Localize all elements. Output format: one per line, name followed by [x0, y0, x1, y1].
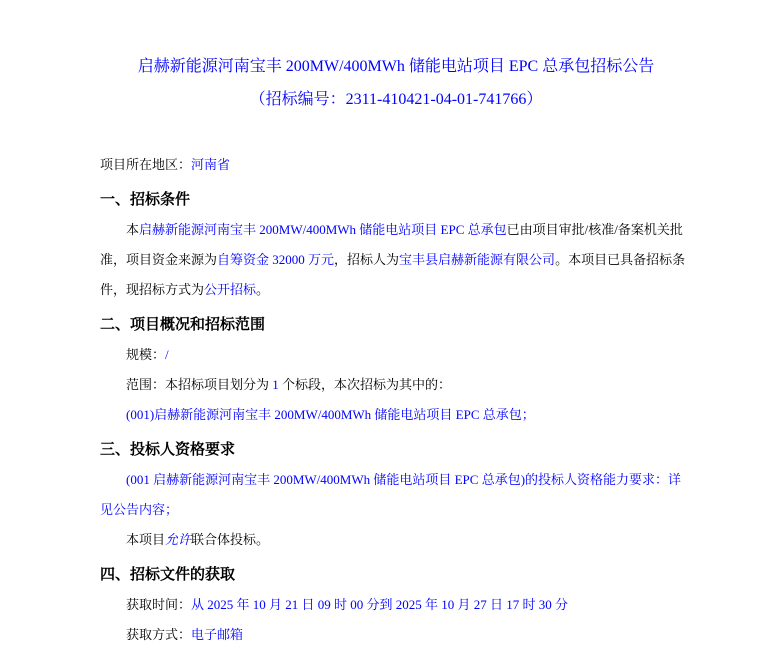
text-segment: (001)启赫新能源河南宝丰 200MW/400MWh 储能电站项目 EPC 总承包；: [126, 407, 535, 422]
text-segment: 宝丰县启赫新能源有限公司: [399, 252, 556, 267]
acquisition-time-line: [100, 590, 692, 620]
text-segment: 。: [256, 282, 270, 297]
consortium-bidding-line: [100, 525, 692, 555]
text-segment: 项目所在地区：: [100, 157, 192, 172]
text-segment: 允许: [165, 532, 192, 547]
text-segment: 1: [272, 377, 279, 392]
text-segment: 电子邮箱: [191, 627, 244, 642]
qualification-requirements-paragraph: [100, 465, 692, 525]
scope-line: [100, 370, 692, 400]
text-segment: 河南省: [191, 157, 231, 172]
document-title: 启赫新能源河南宝丰 200MW/400MWh 储能电站项目 EPC 总承包招标公告: [137, 58, 655, 75]
text-segment: 已由项目审批/核准/备案机关批准，项目资金来源为: [100, 222, 683, 267]
lot-001-line: [100, 400, 692, 430]
tender-conditions-paragraph: [100, 215, 692, 305]
text-segment: 范围：本招标项目划分为: [126, 377, 273, 392]
text-segment: 公开招标: [204, 282, 257, 297]
heading-tender-conditions: 一、招标条件: [100, 192, 191, 208]
text-segment: ，招标人为: [334, 252, 400, 267]
text-segment: 启赫新能源河南宝丰 200MW/400MWh 储能电站项目 EPC 总承包: [139, 222, 507, 237]
text-segment: 自筹资金 32000 万元: [217, 252, 335, 267]
heading-project-overview-scope: 二、项目概况和招标范围: [100, 317, 266, 333]
tender-number-line: （招标编号：2311-410421-04-01-741766）: [249, 91, 543, 108]
text-segment: 获取方式：: [126, 627, 192, 642]
acquisition-method-line: [100, 620, 692, 650]
text-segment: 。本项目已具备招标条件，现招标方式为: [100, 252, 686, 297]
heading-document-acquisition: 四、招标文件的获取: [100, 567, 236, 583]
text-segment: 联合体投标。: [191, 532, 270, 547]
text-segment: 本: [126, 222, 140, 237]
text-segment: 获取时间：: [126, 597, 192, 612]
text-segment: 从 2025 年 10 月 21 日 09 时 00 分到 2025 年 10 月 27 日 17 时 30 分: [191, 597, 569, 612]
project-location-line: [100, 150, 692, 180]
heading-bidder-qualification: 三、投标人资格要求: [100, 442, 236, 458]
text-segment: (001 启赫新能源河南宝丰 200MW/400MWh 储能电站项目 EPC 总承包)的投标人资格能力要求：详见公告内容；: [100, 472, 682, 517]
text-segment: 本项目: [126, 532, 166, 547]
scale-line: [100, 340, 692, 370]
text-segment: 个标段，本次招标为其中的：: [278, 377, 452, 392]
text-segment: 规模：: [126, 347, 166, 362]
text-segment: /: [165, 347, 169, 362]
